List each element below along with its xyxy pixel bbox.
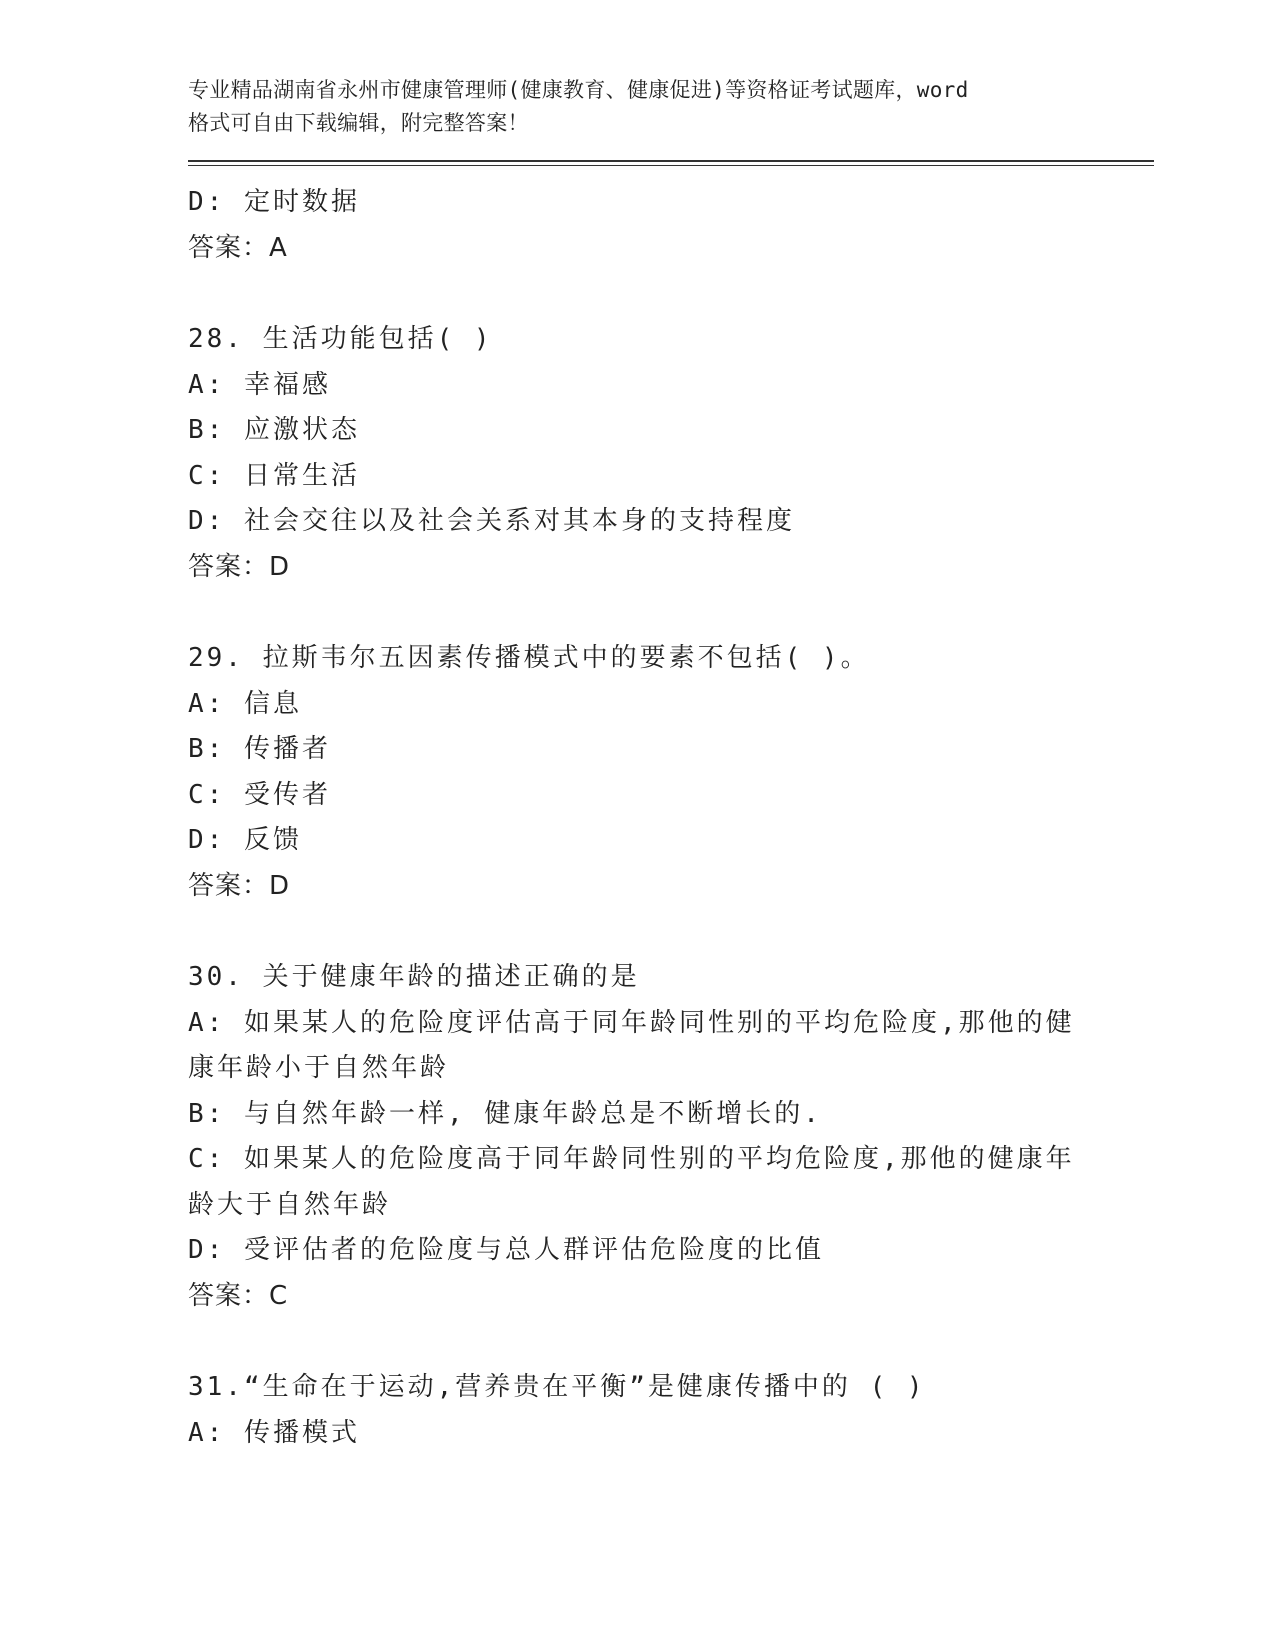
q28-option-c: C: 日常生活 (188, 460, 360, 491)
q28-answer: 答案：D (188, 551, 291, 582)
header-rule-thin (188, 165, 1154, 166)
q28-option-b: B: 应激状态 (188, 415, 360, 445)
q28-question: 28. 生活功能包括( ) (188, 324, 493, 354)
q30-option-a-line-2: 康年龄小于自然年龄 (188, 1053, 450, 1083)
q29-option-b: B: 传播者 (188, 734, 331, 764)
q29-answer: 答案：D (188, 870, 291, 901)
header-line-1: 专业精品湖南省永州市健康管理师(健康教育、健康促进)等资格证考试题库，word (188, 78, 969, 102)
q31-question: 31.“生命在于运动,营养贵在平衡”是健康传播中的 ( ) (188, 1372, 926, 1402)
q31-option-a: A: 传播模式 (188, 1417, 360, 1448)
q30-option-b: B: 与自然年龄一样, 健康年龄总是不断增长的. (188, 1098, 822, 1129)
document-page (188, 74, 1154, 1456)
q30-option-c-line-1: C: 如果某人的危险度高于同年龄同性别的平均危险度,那他的健康年 (188, 1144, 1075, 1174)
q27-answer: 答案：A (188, 232, 288, 263)
q30-question: 30. 关于健康年龄的描述正确的是 (188, 962, 640, 992)
q28-option-a: A: 幸福感 (188, 369, 331, 400)
q29-option-c: C: 受传者 (188, 779, 331, 810)
q30-option-c-line-2: 龄大于自然年龄 (188, 1189, 392, 1220)
q29-option-d: D: 反馈 (188, 825, 302, 855)
page-header (188, 74, 1154, 140)
q30-answer: 答案：C (188, 1280, 289, 1311)
q28-option-d: D: 社会交往以及社会关系对其本身的支持程度 (188, 506, 795, 536)
question-list (188, 180, 1154, 1456)
q30-option-d: D: 受评估者的危险度与总人群评估危险度的比值 (188, 1235, 824, 1265)
q30-option-a-line-1: A: 如果某人的危险度评估高于同年龄同性别的平均危险度,那他的健 (188, 1007, 1075, 1038)
q29-question: 29. 拉斯韦尔五因素传播模式中的要素不包括( )。 (188, 643, 870, 673)
header-line-2: 格式可自由下载编辑，附完整答案！ (188, 111, 529, 135)
header-rule-thick (188, 160, 1154, 162)
q29-option-a: A: 信息 (188, 688, 302, 719)
q27-option-d: D: 定时数据 (188, 187, 360, 217)
